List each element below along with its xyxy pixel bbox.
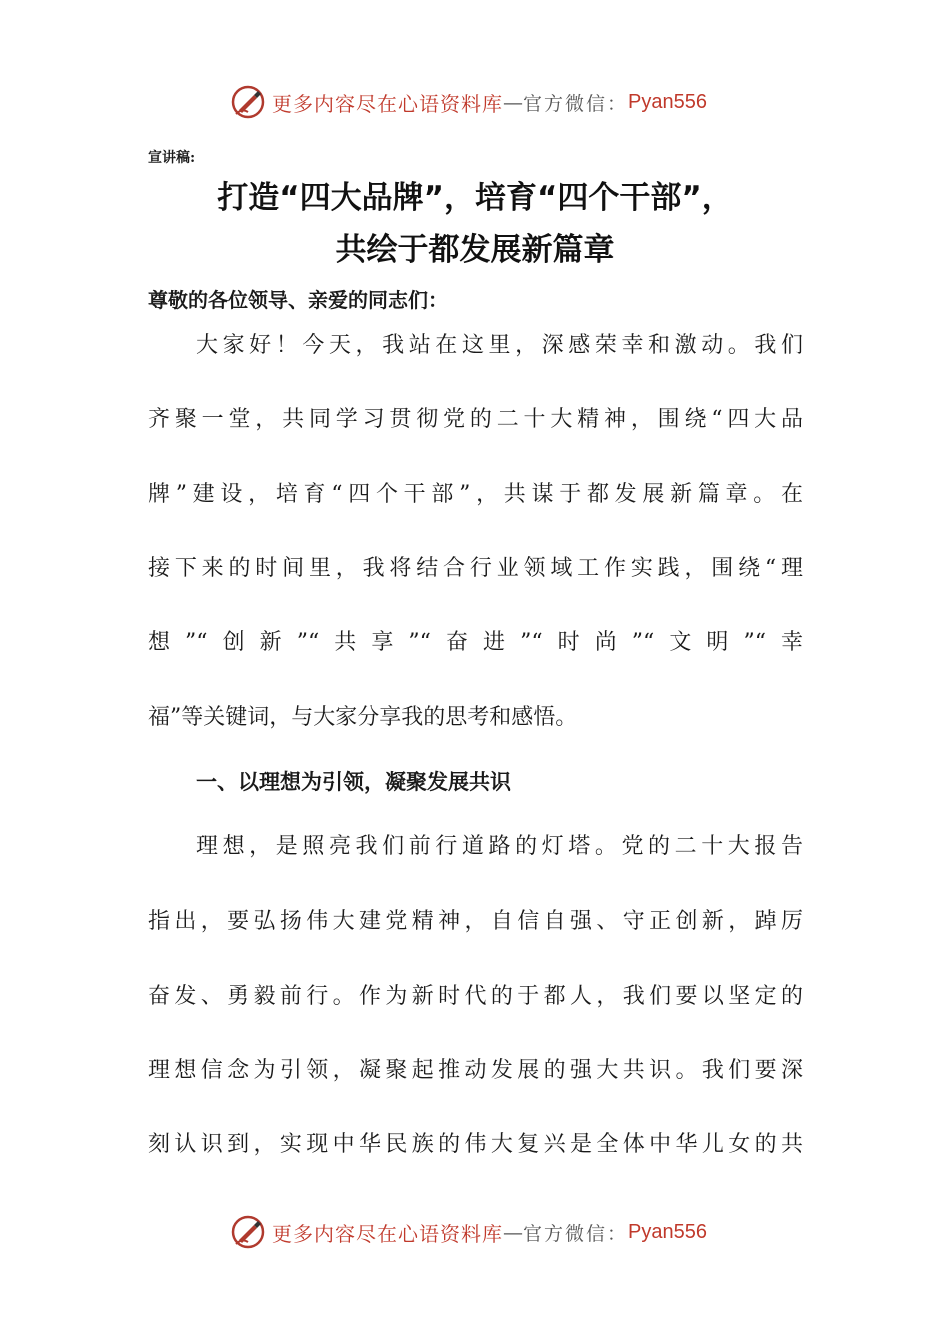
pen-logo-icon	[230, 84, 266, 120]
paragraph-2-line: 指出，要弘扬伟大建党精神，自信自强、守正创新，踔厉	[148, 909, 803, 934]
watermark-banner-bottom	[230, 1212, 750, 1252]
paragraph-1-line: 大家好！今天，我站在这里，深感荣幸和激动。我们	[196, 333, 803, 358]
watermark-text: 更多内容尽在心语资料库	[272, 91, 503, 116]
paragraph-2-line: 理想信念为引领，凝聚起推动发展的强大共识。我们要深	[148, 1058, 803, 1083]
salutation: 尊敬的各位领导、亲爱的同志们：	[148, 288, 448, 312]
paragraph-1-line: 想”“创新”“共享”“奋进”“时尚”“文明”“幸	[148, 630, 803, 655]
document-title-line-2: 共绘于都发展新篇章	[335, 232, 615, 268]
watermark-banner-top	[230, 82, 750, 122]
watermark-wechat-id: Pyan556	[628, 1220, 707, 1243]
watermark-separator: —	[503, 90, 523, 114]
watermark-wechat-id: Pyan556	[628, 90, 707, 113]
paragraph-2-line: 理想，是照亮我们前行道路的灯塔。党的二十大报告	[196, 834, 803, 859]
watermark-wechat-label: 官方微信：	[523, 1222, 629, 1245]
paragraph-2-line: 奋发、勇毅前行。作为新时代的于都人，我们要以坚定的	[148, 984, 803, 1009]
watermark-wechat-label: 官方微信：	[523, 92, 629, 115]
paragraph-2-line: 刻认识到，实现中华民族的伟大复兴是全体中华儿女的共	[148, 1132, 803, 1157]
pen-logo-icon	[230, 1214, 266, 1250]
document-label: 宣讲稿:	[148, 150, 196, 166]
document-title-line-1: 打造“四大品牌”，培育“四个干部”，	[217, 180, 733, 216]
watermark-text: 更多内容尽在心语资料库	[272, 1221, 503, 1246]
paragraph-1-line: 齐聚一堂，共同学习贯彻党的二十大精神，围绕“四大品	[148, 407, 803, 432]
paragraph-1-line: 牌”建设，培育“四个干部”，共谋于都发展新篇章。在	[148, 482, 803, 507]
paragraph-1-line: 接下来的时间里，我将结合行业领域工作实践，围绕“理	[148, 556, 803, 581]
watermark-separator: —	[503, 1220, 523, 1244]
paragraph-1-line: 福”等关键词，与大家分享我的思考和感悟。	[148, 705, 578, 730]
section-1-heading: 一、以理想为引领，凝聚发展共识	[196, 770, 511, 794]
